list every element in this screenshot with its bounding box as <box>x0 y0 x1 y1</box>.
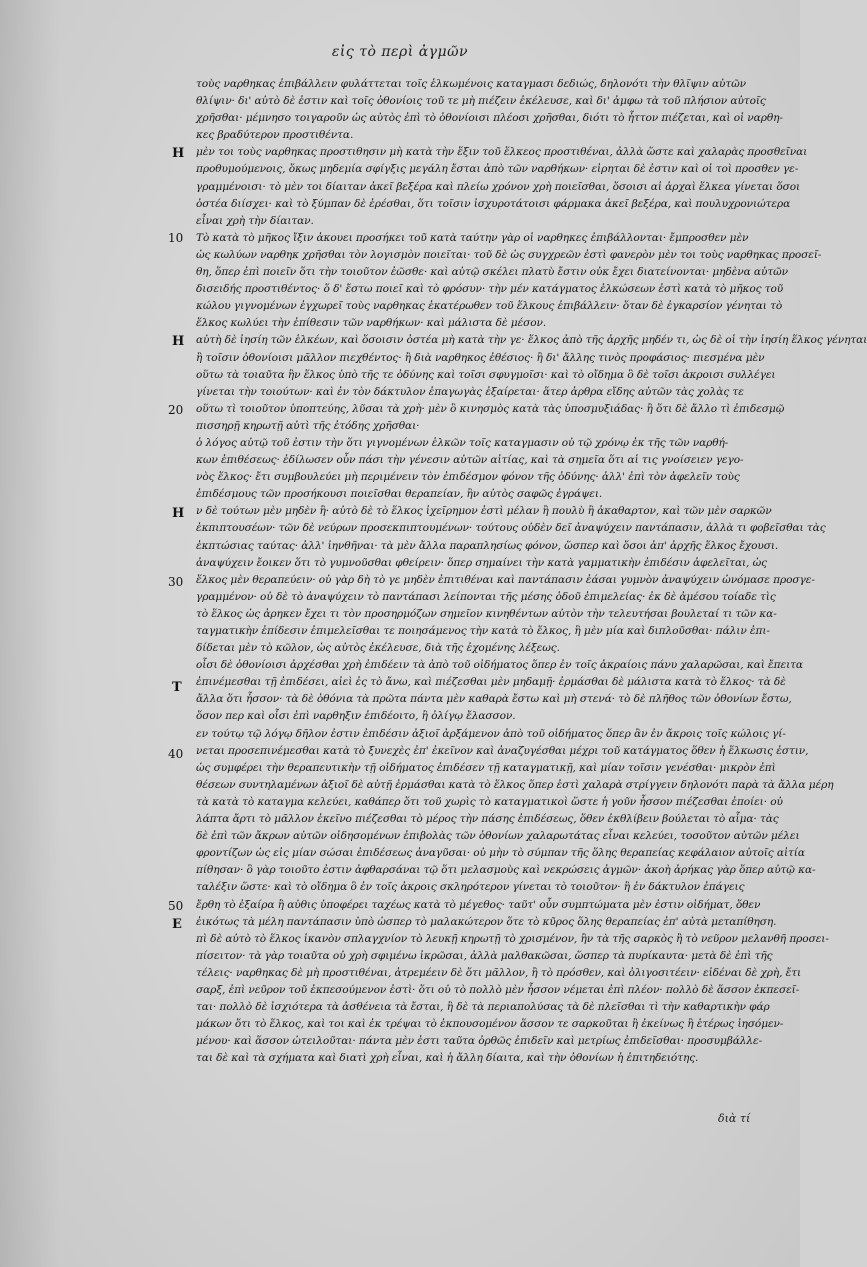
text-line: πισσηρῇ κηρωτῇ αὐτὶ τῆς ἐτόδης χρῆσθαι· <box>196 419 420 432</box>
margin-initial: Τ <box>172 680 182 695</box>
text-line: μένου· καὶ ἅσσον ὠτειλοῦται· πάντα μὲν ἐστι ταῦτα ὀρθῶς ἐπιδεῖν καὶ μετρίως ἐπιδεῖσθαι· προσυμβάλλε- <box>196 1035 763 1048</box>
text-line: νεται προσεπινέμεσθαι κατὰ τὸ ξυνεχὲς ἐπ' ἐκεῖνον καὶ ἀναζυγέσθαι μέχρι τοῦ κατάγματος ὅθεν ἡ ἕλκωσις ἐστιν, <box>196 744 809 757</box>
text-line: σαρξ, ἐπὶ νεῦρον τοῦ ἐκπεσούμενον ἐστὶ· ὅτι οὐ τὸ πολλὸ μὲν ἧσσον νέμεται ἐπὶ πλέον· πολλὸ δὲ ἅσσον ἐκπεσεῖ- <box>196 983 800 996</box>
text-line: ται δὲ καὶ τὰ σχήματα καὶ διατὶ χρὴ εἶναι, καὶ ἡ ἄλλη δίαιτα, καὶ τὴν ὀθονίων ἡ ἐπιτηδειότης. <box>196 1052 699 1065</box>
running-head: εἰς τὸ περὶ ἀγμῶν <box>331 44 469 60</box>
text-line: Τὸ κατὰ τὸ μῆκος ἴξιν ἀκουει προσήκει τοῦ κατὰ ταύτην γὰρ οἱ ναρθηκες ἐπιβάλλονται· ἔμπροσθεν μὲν <box>196 231 749 244</box>
text-line: δὲ ἐπὶ τῶν ἄκρων αὐτῶν οἰδησομένων ἐπιβολὰς τῶν ὀθονίων χαλαρωτάτας εἶναι κελεύει, τοσοῦτον αὐτῶν μέλει <box>196 830 800 843</box>
margin-initial: Ε <box>172 917 182 932</box>
text-line: αὐτὴ δὲ ἰησίη τῶν ἑλκέων, καὶ ὅσοισιν ὀστέα μὴ κατὰ τὴν γε· ἕλκος ἀπὸ τῆς ἀρχῆς μηδέν τι, ὡς δὲ οἱ τὴν ἰησίη ἕλκος γένηται <box>196 334 867 347</box>
text-line: εἶναι χρὴ τὴν δίαιταν. <box>196 214 314 227</box>
text-line: ἐκπτώσιας ταύτας· ἀλλ' ἰηνθῆναι· τὰ μὲν ἄλλα παραπλησίως φόνον, ὥσπερ καὶ ὅσοι ἀπ' ἀρχῆς ἕλκος ἔχουσι. <box>196 539 779 552</box>
text-line: κων ἐπιθέσεως· ἐδίλωσεν οὖν πάσι τὴν γένεσιν αὐτῶν αἰτίας, καὶ τὰ σημεῖα ὅτι αἱ τις γνοίσειεν γεγο- <box>196 454 744 467</box>
text-line: μάκων ὅτι τὸ ἕλκος, καὶ τοι καὶ ἐκ τρέψαι τὸ ἐκπουσομένον ἅσσον τε σαρκοῦται ἢ ἐκείνως ἢ ἑτέρως ἰησόμεν- <box>196 1018 784 1031</box>
margin-line-number: 40 <box>168 747 184 761</box>
text-line: προθυμούμενοις, ὅκως μηδεμία σφίγξις μεγάλη ἔσται ἀπὸ τῶν ναρθήκων· εἰρηται δὲ ἐστιν καὶ οἱ τοὶ προσθεν γε- <box>196 163 799 176</box>
text-line: πίθησαν· ὃ γὰρ τοιοῦτο ἐστιν ἀφθαρσάναι τῷ ὅτι μελασμοὺς καὶ νεκρώσεις ἀγμῶν· ἀκοὴ ἀρήκας γὰρ ὅπερ αὐτῷ κα- <box>196 864 816 877</box>
text-line: ἐπιδέσμους τῶν προσήκουσι ποιεῖσθαι θεραπείαν, ἢν αὐτὸς σαφῶς ἐγράψει. <box>196 488 603 501</box>
margin-line-number: 20 <box>168 403 184 417</box>
text-line: πὶ δὲ αὐτὸ τὸ ἕλκος ἱκανὸν σπλαγχνίον τὸ λευκῇ κηρωτῇ τὸ χρισμένον, ἢν τὰ τῆς σαρκὸς ἢ τὸ νεῦρον μελανθῆ προσει- <box>196 932 829 945</box>
text-line: θέσεων συντηλαμένων ἀξιοῖ δὲ αὐτῇ ἐρμάσθαι κατὰ τὸ ἕλκος ὅπερ ἐστὶ χαλαρὰ στρίγγειν δηλονότι παρὰ τὰ ἄλλα μέρη <box>196 778 834 791</box>
margin-initial: Η <box>172 334 185 349</box>
text-line: φροντίζων ὡς εἰς μίαν σώσαι ἐπιδέσεως ἀναγῦσαι· οὐ μὴν τὸ σύμπαν τῆς ὅλης θεραπείας κεφάλαιον αὐτοῖς αἰτία <box>196 847 805 860</box>
text-line: ὁ λόγος αὐτῷ τοῦ ἐστιν τὴν ὅτι γιγνομένων ἑλκῶν τοῖς καταγμασιν οὐ τῷ χρόνῳ ἐκ τῆς τῶν ναρθή- <box>196 436 729 449</box>
scan-edge-shadow <box>0 0 60 1267</box>
text-line: θλίψιν· δι' αὐτὸ δὲ ἐστιν καὶ τοῖς ὀθονίοις τοῦ τε μὴ πιέζειν ἐκέλευσε, καὶ δι' ἀμφω τὰ τοῦ πλήσιον αὐτοῖς <box>196 95 766 108</box>
margin-initial: Η <box>172 146 185 161</box>
text-line: ἢ τοῖσιν ὀθονίοισι μᾶλλον πιεχθέντος· ἢ διὰ ναρθηκος ἐθέσιος· ἢ δι' ἄλλης τινὸς προφάσιος· πιεσμένα μὲν <box>196 351 765 364</box>
text-line: κες βραδύτερον προστιθέντα. <box>196 129 354 142</box>
text-line: τέλεις· ναρθηκας δὲ μὴ προστιθέναι, ἀτρεμέειν δὲ ὅτι μᾶλλον, ἢ τὸ πρόσθεν, καὶ ὀλιγοσιτέειν· εἰδέναι δὲ χρὴ, ἔτι <box>196 966 802 979</box>
text-line: ὡς συμφέρει τὴν θεραπευτικὴν τῇ οἰδήματος ἐπιδέσεν τῇ καταγματικῇ, καὶ μίαν τοῖσιν γενέσθαι· μικρὸν ἐπὶ <box>196 761 776 774</box>
text-line: ὅσον περ καὶ οἷσι ἐπὶ ναρθηξιν ἐπιδέοιτο, ἢ ὀλίγῳ ἔλασσον. <box>196 710 516 723</box>
text-line: ν δὲ τούτων μὲν μηδὲν ἢ· αὐτὸ δὲ τὸ ἕλκος ἰχεῖρημον ἐστὶ μέλαν ἢ πουλὺ ἢ ἀκαθαρτον, καὶ τῶν μὲν σαρκῶν <box>196 505 772 518</box>
text-line: γραμμένοισι· τὸ μὲν τοι δίαιταν ἀκεῖ βεξέρα καὶ πλείω χρόνον χρὴ ποιεῖσθαι, ὅσοισι αἱ ἀρχαὶ ἕλκεα γίνεται ὅσοι <box>196 180 801 193</box>
text-line: ἄλλα ὅτι ἧσσον· τὰ δὲ ὀθόνια τὰ πρῶτα πάντα μὲν καθαρὰ ἔστω καὶ μὴ στενά· τὸ δὲ πλῆθος τῶν ὀθονίων ἔστω, <box>196 693 792 706</box>
text-line: δίδεται μὲν τὸ κῶλον, ὡς αὐτὸς ἐκέλευσε, διὰ τῆς ἐχομένης λέξεως. <box>196 642 560 655</box>
body-text <box>196 76 867 1067</box>
text-line: νὸς ἕλκος· ἔτι συμβουλεύει μὴ περιμένειν τὸν ἐπιδέσμον φόνον τῆς ὀδύνης· ἀλλ' ἐπὶ τὸν ἀφελεῖν τοὺς <box>196 471 740 484</box>
margin-line-number: 50 <box>168 899 184 913</box>
text-line: λάπτα ἄρτι τὸ μᾶλλον ἐκεῖνο πιέζεσθαι τὸ μέρος τὴν πάσης ἐπιδέσεως, ὅθεν ἐκθλίβειν βούλεται τὸ αἷμα· τὰς <box>196 813 779 826</box>
text-line: ὡς κωλύων ναρθηκ χρῆσθαι τὸν λογισμὸν ποιεῖται· τοῦ δὲ ὡς συγχρεῶν ἐστὶ φανερὸν μὲν τοι τοὺς ναρθηκας προσεῖ- <box>196 248 822 261</box>
text-line: ὀστέα διίσχει· καὶ τὸ ξύμπαν δὲ ἐρέσθαι, ὅτι τοῖσιν ἰσχυροτάτοισι φάρμακα ἀκεῖ βεξέρα, καὶ πουλυχρονιώτερα <box>196 197 791 210</box>
text-line: τοὺς ναρθηκας ἐπιβάλλειν φυλάττεται τοῖς ἑλκωμένοις καταγμασι δεδιώς, δηλονότι τὴν θλῖψιν αὐτῶν <box>196 78 746 90</box>
catchword: διὰ τί <box>718 1112 751 1125</box>
text-line: πίσειτον· τὰ γὰρ τοιαῦτα οὐ χρὴ σφιμένω ἰκρῶσαι, ἀλλὰ μαλθακῶσαι, ὥσπερ τὰ πυρίκαυτα· μετὰ δὲ ἐπὶ τῆς <box>196 949 773 962</box>
text-line: ται· πολλὸ δὲ ἰσχιότερα τὰ ἀσθένεια τὰ ἔσται, ἢ δὲ τὰ περιαπολύσας τὰ δὲ πλεῖσθαι τὶ τὴν καθαρτικὴν φάρ <box>196 1001 770 1014</box>
text-line: ἕλκος μὲν θεραπεύειν· οὐ γὰρ δὴ τὸ γε μηδὲν ἐπιτιθέναι καὶ παντάπασιν ἐάσαι γυμνὸν ἀναψύχειν ὠνόμασε προσγε- <box>196 573 815 586</box>
text-line: μὲν τοι τοὺς ναρθηκας προστιθησιν μὴ κατὰ τὴν ἕξιν τοῦ ἕλκεος προστιθέναι, ἀλλὰ ὥστε καὶ χαλαρὰς προσθεῖναι <box>196 146 808 159</box>
text-line: γίνεται τὴν τοιούτων· καὶ ἐν τὸν δάκτυλον ἐπαγωγὰς ἐξαίρεται· ἅτερ ἀρθρα εἴδης αὐτῶν τὰς χολὰς τε <box>196 385 744 398</box>
text-line: ἐικότως τὰ μέλη παντάπασιν ὑπὸ ὡσπερ τὸ μαλακώτερον ὅτε τὸ κῦρος ὅλης θεραπείας ἐπ' αὐτὰ μεταπίθηση. <box>196 915 777 928</box>
text-line: χρῆσθαι· μέμνησο τοιγαροῦν ὡς αὐτὸς ἐπὶ τὸ ὀθονίοισι πλέοσι χρῆσθαι, διότι τὸ ἧττον πιέζεται, καὶ οἱ ναρθη- <box>196 112 783 125</box>
text-line: ταγματικὴν ἐπίδεσιν ἐπιμελεῖσθαι τε ποιησάμενος τὴν κατὰ τὸ ἕλκος, ἣ μὲν μία καὶ διπλοῦσθαι· πάλιν ἐπι- <box>196 625 770 637</box>
text-line: ἕλκος κωλύει τὴν ἐπίθεσιν τῶν ναρθήκων· καὶ μάλιστα δὲ μέσον. <box>196 317 547 330</box>
text-line: οἷσι δὲ ὀθονίοισι ἀρχέσθαι χρὴ ἐπιδέειν τὰ ἀπὸ τοῦ οἰδήματος ὅπερ ἐν τοῖς ἀκραίοις πάνυ χαλαρῶσαι, καὶ ἔπειτα <box>196 659 803 672</box>
text-line: γραμμένον· οὐ δὲ τὸ ἀναψύχειν τὸ παντάπασι λείπονται τῆς μέσης ὁδοῦ ἐπιμελείας· ἐκ δὲ ἀμέσου τοίαδε τὶς <box>196 590 776 603</box>
text-line: ἔρθη τὸ ἐξαίρα ἢ αὐθις ὑποφέρει ταχέως κατὰ τὸ μέγεθος· ταῦτ' οὖν συμπτώματα μὲν ἐστιν οἰδήματ, ὅθεν <box>196 898 761 911</box>
text-line: ἀναψύχειν ἔοικεν ὅτι τὸ γυμνοῦσθαι φθείρειν· ὅπερ σημαίνει τὴν κατὰ γαμματικὴν ἐπιδέσιν ἀφελεῖται, ὡς <box>196 556 767 569</box>
text-line: ἐπινέμεσθαι τῇ ἐπιδέσει, αἰεὶ ἐς τὸ ἄνω, καὶ πιέζεσθαι μὲν μηδαμῇ· ἐρμάσθαι δὲ μάλιστα κατὰ τὸ ἕλκος· τὰ δὲ <box>196 676 786 689</box>
text-line: ἐκπιπτουσέων· τῶν δὲ νεύρων προσεκπιπτουμένων· τούτους οὐδὲν δεῖ ἀναψύχειν παντάπασιν, ἀλλὰ τι φοβεῖσθαι τὰς <box>196 522 826 535</box>
text-line: οὕτω τὰ τοιαῦτα ἢν ἕλκος ὑπὸ τῆς τε ὀδύνης καὶ τοῖσι σφυγμοῖσι· καὶ τὸ οἴδημα ὃ δὲ τοῖσι ἀκροισι συλλέγει <box>196 368 776 381</box>
margin-line-number: 30 <box>168 575 184 589</box>
margin-initial: Η <box>172 506 185 521</box>
text-line: θη, ὅπερ ἐπὶ ποιεῖν ὅτι τὴν τοιοῦτον ἐῶσθε· καὶ αὐτῷ σκέλει πλατὺ ἔστιν οὐκ ἔχει διατείνονται· μηδὲνα αὐτῶν <box>196 266 788 279</box>
text-line: οὕτω τὶ τοιοῦτον ὑποπτεύης, λῦσαι τὰ χρὴ· μὲν ὃ κινησμὸς κατὰ τὰς ὑποσμυξιάδας· ἢ ὅτι δὲ ἄλλο τὶ ἐπιδεσμῷ <box>196 402 785 415</box>
margin-line-number: 10 <box>168 231 184 245</box>
text-line: δισειδής προστιθέντος· ὅ δ' ἔστω ποιεῖ καὶ τὸ φρόσυν· τὴν μέν κατάγματος ἑλκώσεων ἐστὶ κατὰ τὸ μῆκος τοῦ <box>196 283 784 296</box>
text-line: κώλου γιγνομένων ἐγχωρεῖ τοὺς ναρθηκας ἑκατέρωθεν τοῦ ἕλκους ἐπιβάλλειν· ὅταν δὲ ἐγκαρσίον γένηται τὸ <box>196 300 783 313</box>
text-line: εν τούτῳ τῷ λόγῳ δῆλον ἐστιν ἐπιδέσιν ἀξιοῖ ἀρξάμενον ἀπὸ τοῦ οἰδήματος ὅπερ ἂν ἐν ἄκροις τοῖς κώλοις γί- <box>196 727 786 740</box>
text-line: τὰ κατὰ τὸ καταγμα κελεύει, καθάπερ ὅτι τοῦ χωρὶς τὸ καταγματικοὶ ὥστε ἡ γοῦν ἧσσον πιέζεσθαι ἐποίει· οὐ <box>196 795 783 808</box>
text-line: τὸ ἕλκος ὡς ἀρηκεν ἔχει τι τὸν προσηρμόζων σημεῖον κινηθέντων αὐτὸν τὴν τελευτήσαι βουλεταί τι τῶν κα- <box>196 607 777 620</box>
text-line: ταλέξιν ὥστε· καὶ τὸ οἴδημα ὃ ἐν τοῖς ἀκροις σκληρότερον γίνεται τὸ τοιοῦτον· ἢ ἐν δάκτυλον ἐπάγεις <box>196 881 745 894</box>
